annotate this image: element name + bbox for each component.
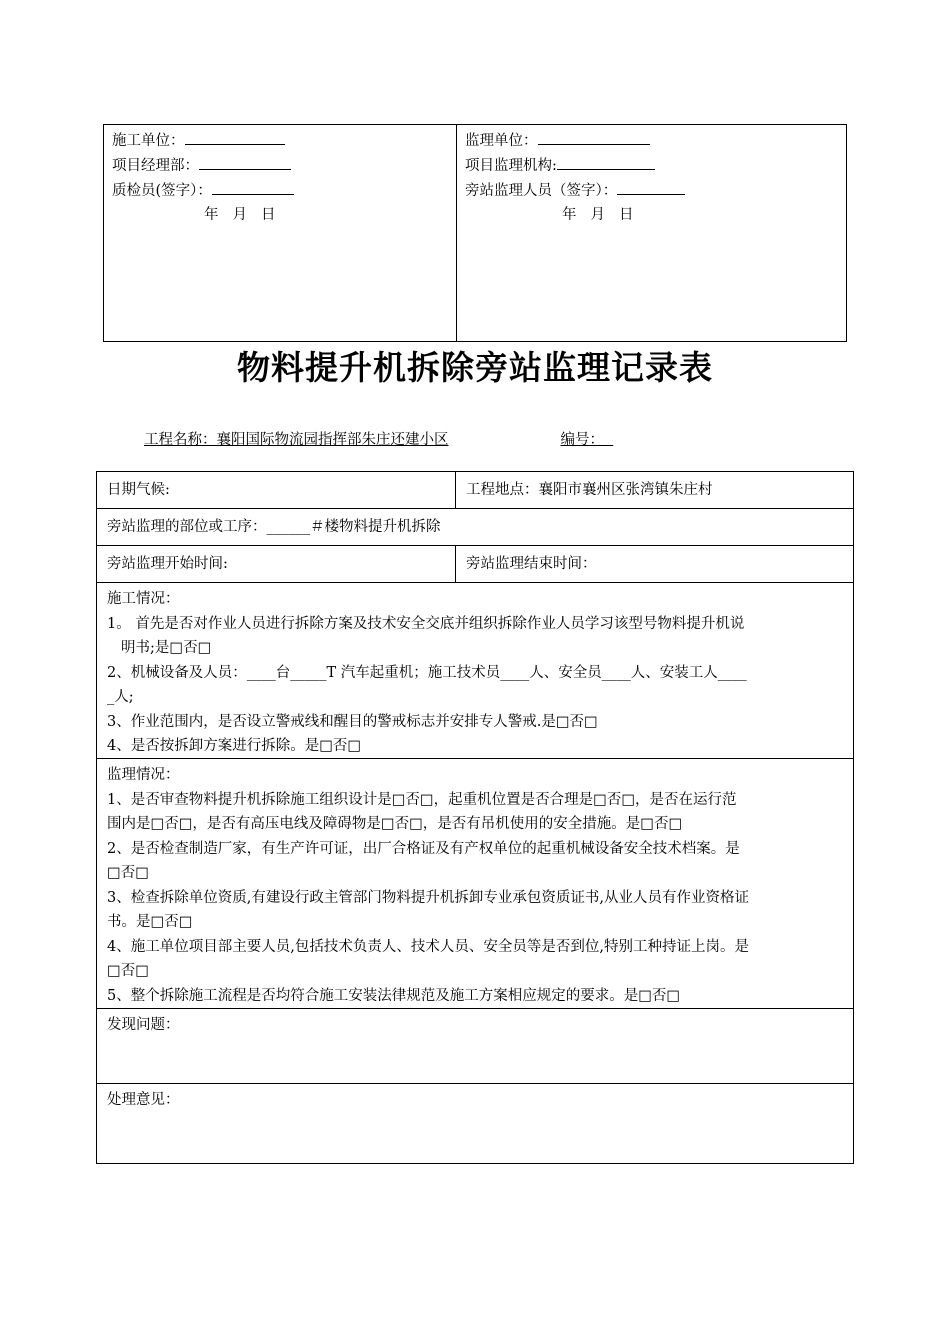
supervision-heading: 监理情况： [107, 767, 180, 783]
construction-heading: 施工情况： [107, 591, 180, 607]
date-year: 年 [204, 207, 219, 223]
supervision-line: 书。是□否□ [107, 914, 193, 930]
opinion-label: 处理意见： [107, 1092, 180, 1108]
project-name: 工程名称：襄阳国际物流园指挥部朱庄还建小区 [144, 432, 449, 448]
supervision-line: 围内是□否□，是否有高压电线及障碍物是□否□，是否有吊机使用的安全措施。是□否□ [107, 816, 683, 832]
project-manager-label: 项目经理部： [112, 158, 199, 174]
construction-line: 2、机械设备及人员：____台_____T 汽车起重机；施工技术员____人、安全员____人、安装工人____ [107, 664, 747, 681]
construction-line: _人; [107, 689, 134, 705]
project-line [144, 428, 613, 449]
supervision-line: 3、检查拆除单位资质,有建设行政主管部门物料提升机拆卸专业承包资质证书,从业人员有作业资格证 [107, 889, 749, 906]
supervision-line: □否□ [107, 865, 149, 881]
supervision-org-label: 项目监理机构: [465, 158, 557, 174]
signoff-table [103, 124, 847, 342]
construction-line: 1。 首先是否对作业人员进行拆除方案及技术安全交底并组织拆除作业人员学习该型号物料提升机说 [107, 615, 745, 632]
date-month: 月 [590, 207, 605, 223]
issues-label: 发现问题： [107, 1017, 180, 1033]
supervision-line: 4、施工单位项目部主要人员,包括技术负责人、技术人员、安全员等是否到位,特别工种持证上岗。是 [107, 938, 749, 955]
site-supervisor-blank [617, 178, 685, 195]
construction-section [97, 583, 853, 759]
site-supervisor-label: 旁站监理人员（签字）： [465, 183, 618, 199]
supervision-line: 5、整个拆除施工流程是否均符合施工安装法律规范及施工方案相应规定的要求。是□否□ [107, 987, 681, 1004]
construction-unit-blank [185, 128, 285, 145]
supervision-line: 1、是否审查物料提升机拆除施工组织设计是□否□，起重机位置是否合理是□否□，是否在运行范 [107, 791, 737, 808]
construction-unit-label: 施工单位： [112, 133, 185, 149]
supervision-date [465, 203, 846, 228]
construction-line: 3、作业范围内，是否设立警戒线和醒目的警戒标志并安排专人警戒.是□否□ [107, 713, 598, 730]
supervision-line: □否□ [107, 963, 149, 979]
location-cell: 工程地点：襄阳市襄州区张湾镇朱庄村 [466, 482, 713, 498]
part-cell: 旁站监理的部位或工序：______＃楼物料提升机拆除 [97, 509, 853, 546]
page-title: 物料提升机拆除旁站监理记录表 [237, 348, 713, 387]
record-code-label: 编号： [560, 432, 604, 448]
construction-date [112, 203, 456, 228]
inspector-label: 质检员(签字）： [112, 183, 212, 199]
date-day: 日 [619, 207, 634, 223]
date-day: 日 [261, 207, 276, 223]
date-month: 月 [232, 207, 247, 223]
supervision-section [97, 759, 853, 1009]
inspector-blank [212, 178, 294, 195]
supervision-unit-label: 监理单位： [465, 133, 538, 149]
table-row [97, 546, 853, 583]
start-time-cell: 旁站监理开始时间: [97, 546, 456, 582]
issues-section [97, 1009, 853, 1084]
opinion-section [97, 1084, 853, 1163]
record-table [96, 471, 854, 1164]
project-manager-blank [199, 153, 291, 170]
construction-line: 明书;是□否□ [121, 640, 212, 656]
signoff-supervision [457, 125, 846, 341]
construction-line: 4、是否按拆卸方案进行拆除。是□否□ [107, 738, 362, 754]
supervision-line: 2、是否检查制造厂家，有生产许可证，出厂合格证及有产权单位的起重机械设备安全技术档案。是 [107, 840, 740, 857]
date-year: 年 [562, 207, 577, 223]
table-row [97, 472, 853, 509]
signoff-construction [104, 125, 457, 341]
supervision-unit-blank [538, 128, 650, 145]
end-time-cell: 旁站监理结束时间： [466, 556, 597, 572]
date-weather-cell: 日期气候: [97, 472, 456, 508]
supervision-org-blank [557, 153, 655, 170]
